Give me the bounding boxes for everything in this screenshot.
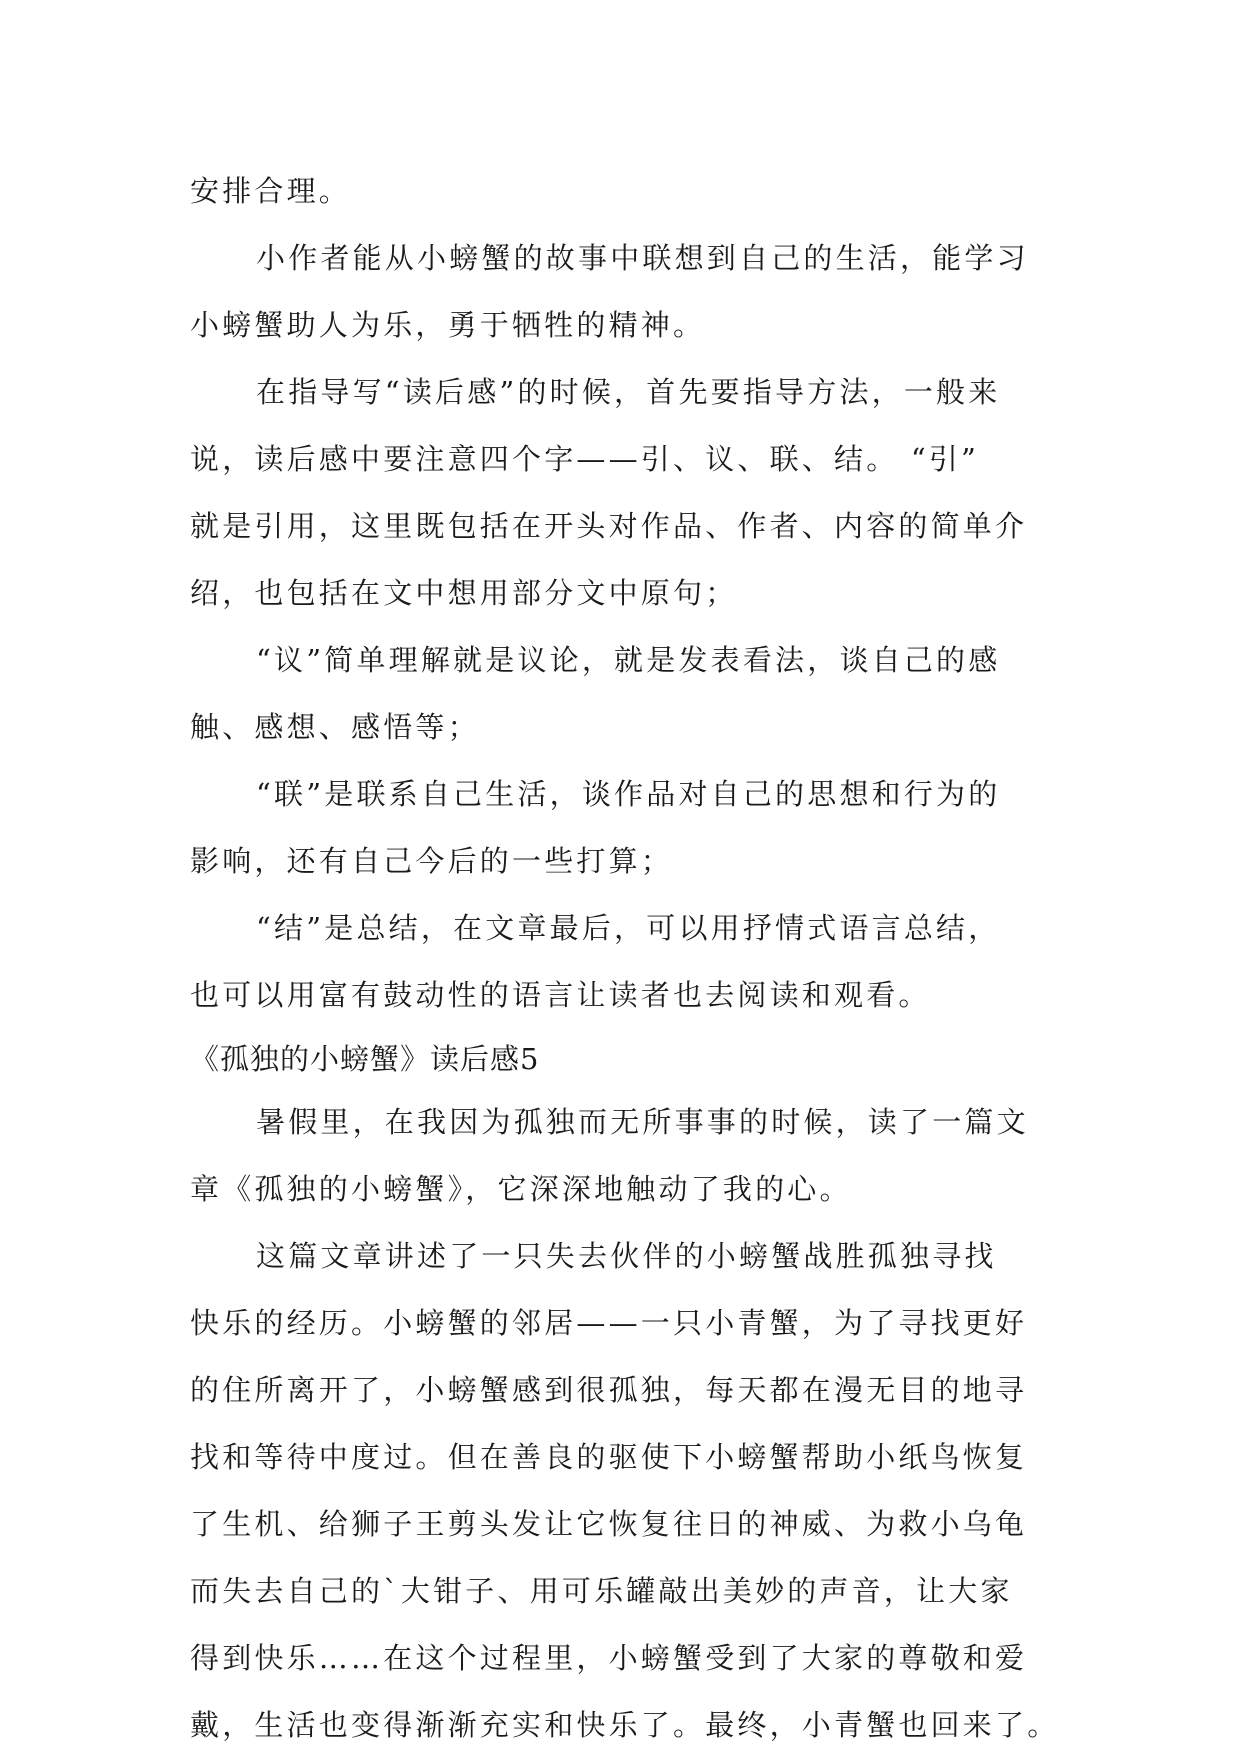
text-line: 戴，生活也变得渐渐充实和快乐了。最终，小青蟹也回来了。: [190, 1708, 1060, 1742]
text-line: 而失去自己的`大钳子、用可乐罐敲出美妙的声音，让大家: [190, 1574, 1013, 1608]
paragraph-start: 这篇文章讲述了一只失去伙伴的小螃蟹战胜孤独寻找: [256, 1239, 997, 1273]
text-line: 了生机、给狮子王剪头发让它恢复往日的神威、为救小乌龟: [190, 1507, 1028, 1541]
text-line: 小螃蟹助人为乐，勇于牺牲的精神。: [190, 308, 706, 342]
paragraph-start: 在指导写“读后感”的时候，首先要指导方法，一般来: [256, 375, 1001, 409]
text-line: 绍，也包括在文中想用部分文中原句；: [190, 576, 738, 610]
document-body: [190, 158, 1060, 1759]
paragraph-start: 暑假里，在我因为孤独而无所事事的时候，读了一篇文: [256, 1105, 1029, 1139]
text-line: 安排合理。: [190, 174, 352, 208]
paragraph-start: “联”是联系自己生活，谈作品对自己的思想和行为的: [256, 777, 1001, 811]
section-heading: 《孤独的小螃蟹》读后感5: [190, 1042, 540, 1076]
text-line: 得到快乐……在这个过程里，小螃蟹受到了大家的尊敬和爱: [190, 1641, 1028, 1675]
paragraph-start: “结”是总结，在文章最后，可以用抒情式语言总结，: [256, 911, 1001, 945]
text-line: 影响，还有自己今后的一些打算；: [190, 844, 674, 878]
text-line: 章《孤独的小螃蟹》，它深深地触动了我的心。: [190, 1172, 852, 1206]
paragraph-start: “议”简单理解就是议论，就是发表看法，谈自己的感: [256, 643, 1001, 677]
text-line: 说，读后感中要注意四个字——引、议、联、结。 “引”: [190, 442, 980, 476]
text-line: 就是引用，这里既包括在开头对作品、作者、内容的简单介: [190, 509, 1028, 543]
text-line: 的住所离开了，小螃蟹感到很孤独，每天都在漫无目的地寻: [190, 1373, 1028, 1407]
text-line: 也可以用富有鼓动性的语言让读者也去阅读和观看。: [190, 978, 931, 1012]
paragraph-start: 小作者能从小螃蟹的故事中联想到自己的生活，能学习: [256, 241, 1029, 275]
text-line: 找和等待中度过。但在善良的驱使下小螃蟹帮助小纸鸟恢复: [190, 1440, 1028, 1474]
text-line: 快乐的经历。小螃蟹的邻居——一只小青蟹，为了寻找更好: [190, 1306, 1028, 1340]
text-line: 触、感想、感悟等；: [190, 710, 480, 744]
